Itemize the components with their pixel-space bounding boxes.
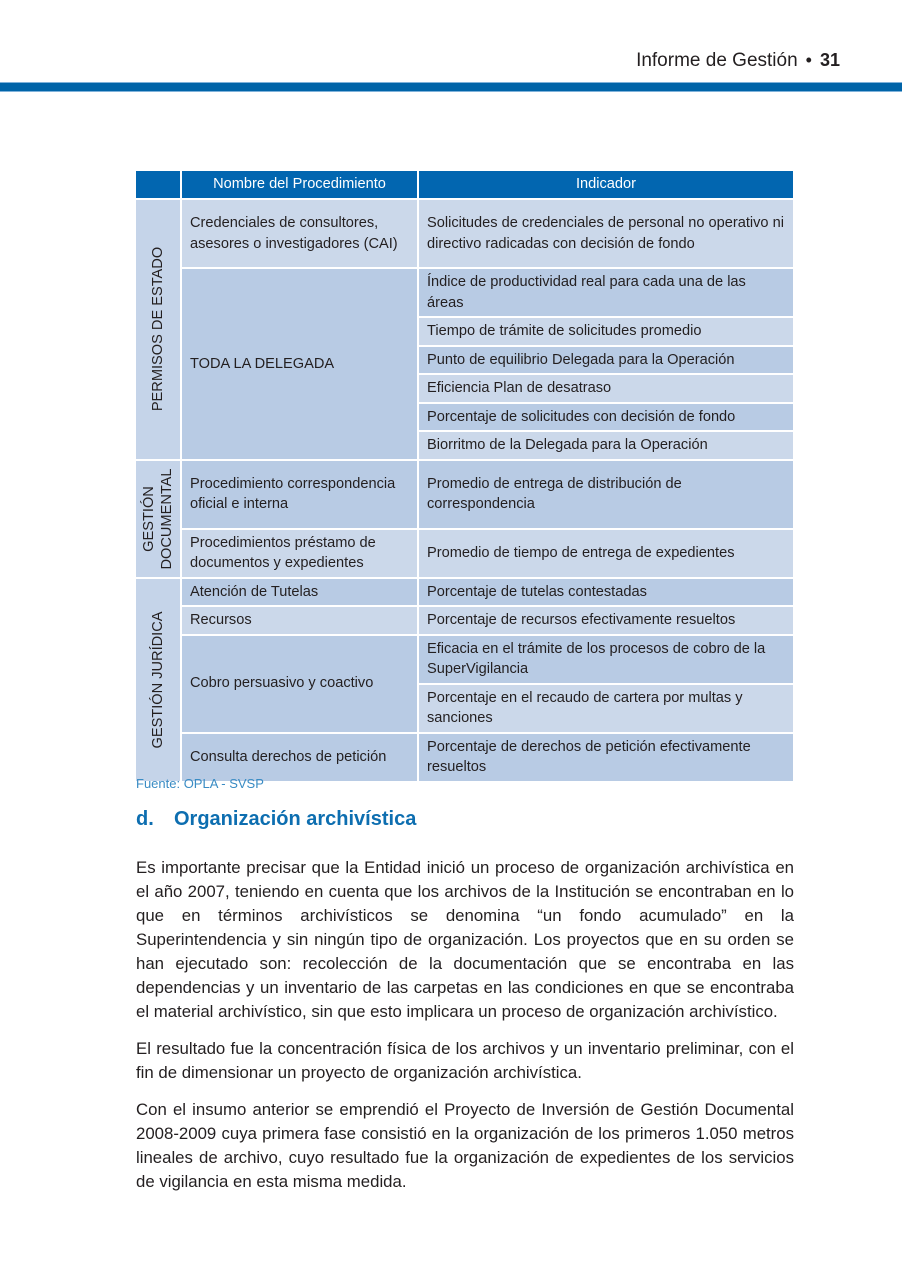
paragraph-text: El resultado fue la concentración física de los archivos y un inventario preliminar, con el fin de dimensionar un proyecto de organización archivística. — [136, 1039, 794, 1082]
group-label: PERMISOS DE ESTADO — [150, 247, 166, 412]
indicator-cell: Índice de productividad real para cada una de las áreas — [418, 268, 793, 317]
table-row — [136, 268, 793, 317]
indicator-cell: Promedio de tiempo de entrega de expedientes — [418, 529, 793, 578]
table-row — [136, 460, 793, 529]
indicator-cell: Promedio de entrega de distribución de correspondencia — [418, 460, 793, 529]
table-row — [136, 606, 793, 635]
procedure-cell: Recursos — [181, 606, 418, 635]
group-label: GESTIÓN JURÍDICA — [150, 610, 166, 749]
procedure-cell: Consulta derechos de petición — [181, 733, 418, 782]
section-letter: d. — [136, 808, 154, 830]
indicator-cell: Tiempo de trámite de solicitudes promedio — [418, 317, 793, 346]
table-row — [136, 199, 793, 268]
group-label — [140, 468, 176, 569]
page-number: 31 — [819, 50, 840, 70]
bullet-separator: • — [805, 50, 812, 70]
group-label-line2: DOCUMENTAL — [159, 467, 175, 570]
table-row — [136, 635, 793, 684]
procedure-cell: Procedimiento correspondencia oficial e interna — [181, 460, 418, 529]
indicator-cell: Eficiencia Plan de desatraso — [418, 374, 793, 403]
indicator-cell: Punto de equilibrio Delegada para la Operación — [418, 346, 793, 375]
indicator-cell: Porcentaje de tutelas contestadas — [418, 578, 793, 607]
group-gestion-juridica — [136, 578, 181, 782]
paragraph-text: Es importante precisar que la Entidad inició un proceso de organización archivística en el año 2007, teniendo en cuenta que los archivos de la Institución se encontraban en lo que en términos archivísticos se denomina “un fondo acumulado” en la Superintendencia y sin ningún tipo de organización. Los proyectos que en su orden se han ejecutado son: recolección de la documentación que se encontraba en las dependencias y un inventario de las carpetas en las condiciones en que se encontraba el material archivístico, sin que esto implicara un proceso de organización archivístico. — [136, 858, 794, 1021]
paragraph-1 — [136, 856, 794, 1024]
indicator-cell: Eficacia en el trámite de los procesos de cobro de la SuperVigilancia — [418, 635, 793, 684]
table-row — [136, 529, 793, 578]
header-procedure: Nombre del Procedimiento — [181, 170, 418, 199]
header-divider-bar — [0, 82, 902, 92]
procedure-cell: Cobro persuasivo y coactivo — [181, 635, 418, 733]
paragraph-2 — [136, 1037, 794, 1085]
table-row — [136, 578, 793, 607]
table-row — [136, 733, 793, 782]
indicator-cell: Porcentaje de derechos de petición efectivamente resueltos — [418, 733, 793, 782]
header-group — [136, 170, 181, 199]
group-label-line1: GESTIÓN — [141, 485, 157, 552]
indicator-cell: Biorritmo de la Delegada para la Operación — [418, 431, 793, 460]
procedure-cell: TODA LA DELEGADA — [181, 268, 418, 460]
procedure-cell: Atención de Tutelas — [181, 578, 418, 607]
procedure-cell: Credenciales de consultores, asesores o investigadores (CAI) — [181, 199, 418, 268]
table-source-caption: Fuente: OPLA - SVSP — [136, 776, 264, 791]
indicator-cell: Porcentaje de recursos efectivamente resueltos — [418, 606, 793, 635]
paragraph-3 — [136, 1098, 794, 1194]
header-indicator: Indicador — [418, 170, 793, 199]
page-header — [636, 50, 840, 72]
paragraph-text: Con el insumo anterior se emprendió el Proyecto de Inversión de Gestión Documental 2008-2009 cuya primera fase consistió en la organización de los primeros 1.050 metros lineales de archivo, cuyo resultado fue la organización de expedientes de los servicios de vigilancia en esta misma medida. — [136, 1100, 794, 1191]
table-header-row — [136, 170, 793, 199]
section-title-text: Organización archivística — [174, 808, 417, 830]
indicator-cell: Porcentaje de solicitudes con decisión de fondo — [418, 403, 793, 432]
group-permisos-de-estado — [136, 199, 181, 460]
indicator-cell: Solicitudes de credenciales de personal no operativo ni directivo radicadas con decisión de fondo — [418, 199, 793, 268]
procedure-cell: Procedimientos préstamo de documentos y expedientes — [181, 529, 418, 578]
group-gestion-documental — [136, 460, 181, 578]
indicator-cell: Porcentaje en el recaudo de cartera por multas y sanciones — [418, 684, 793, 733]
document-title: Informe de Gestión — [636, 50, 798, 71]
procedures-table — [136, 169, 793, 783]
section-heading — [136, 808, 416, 831]
